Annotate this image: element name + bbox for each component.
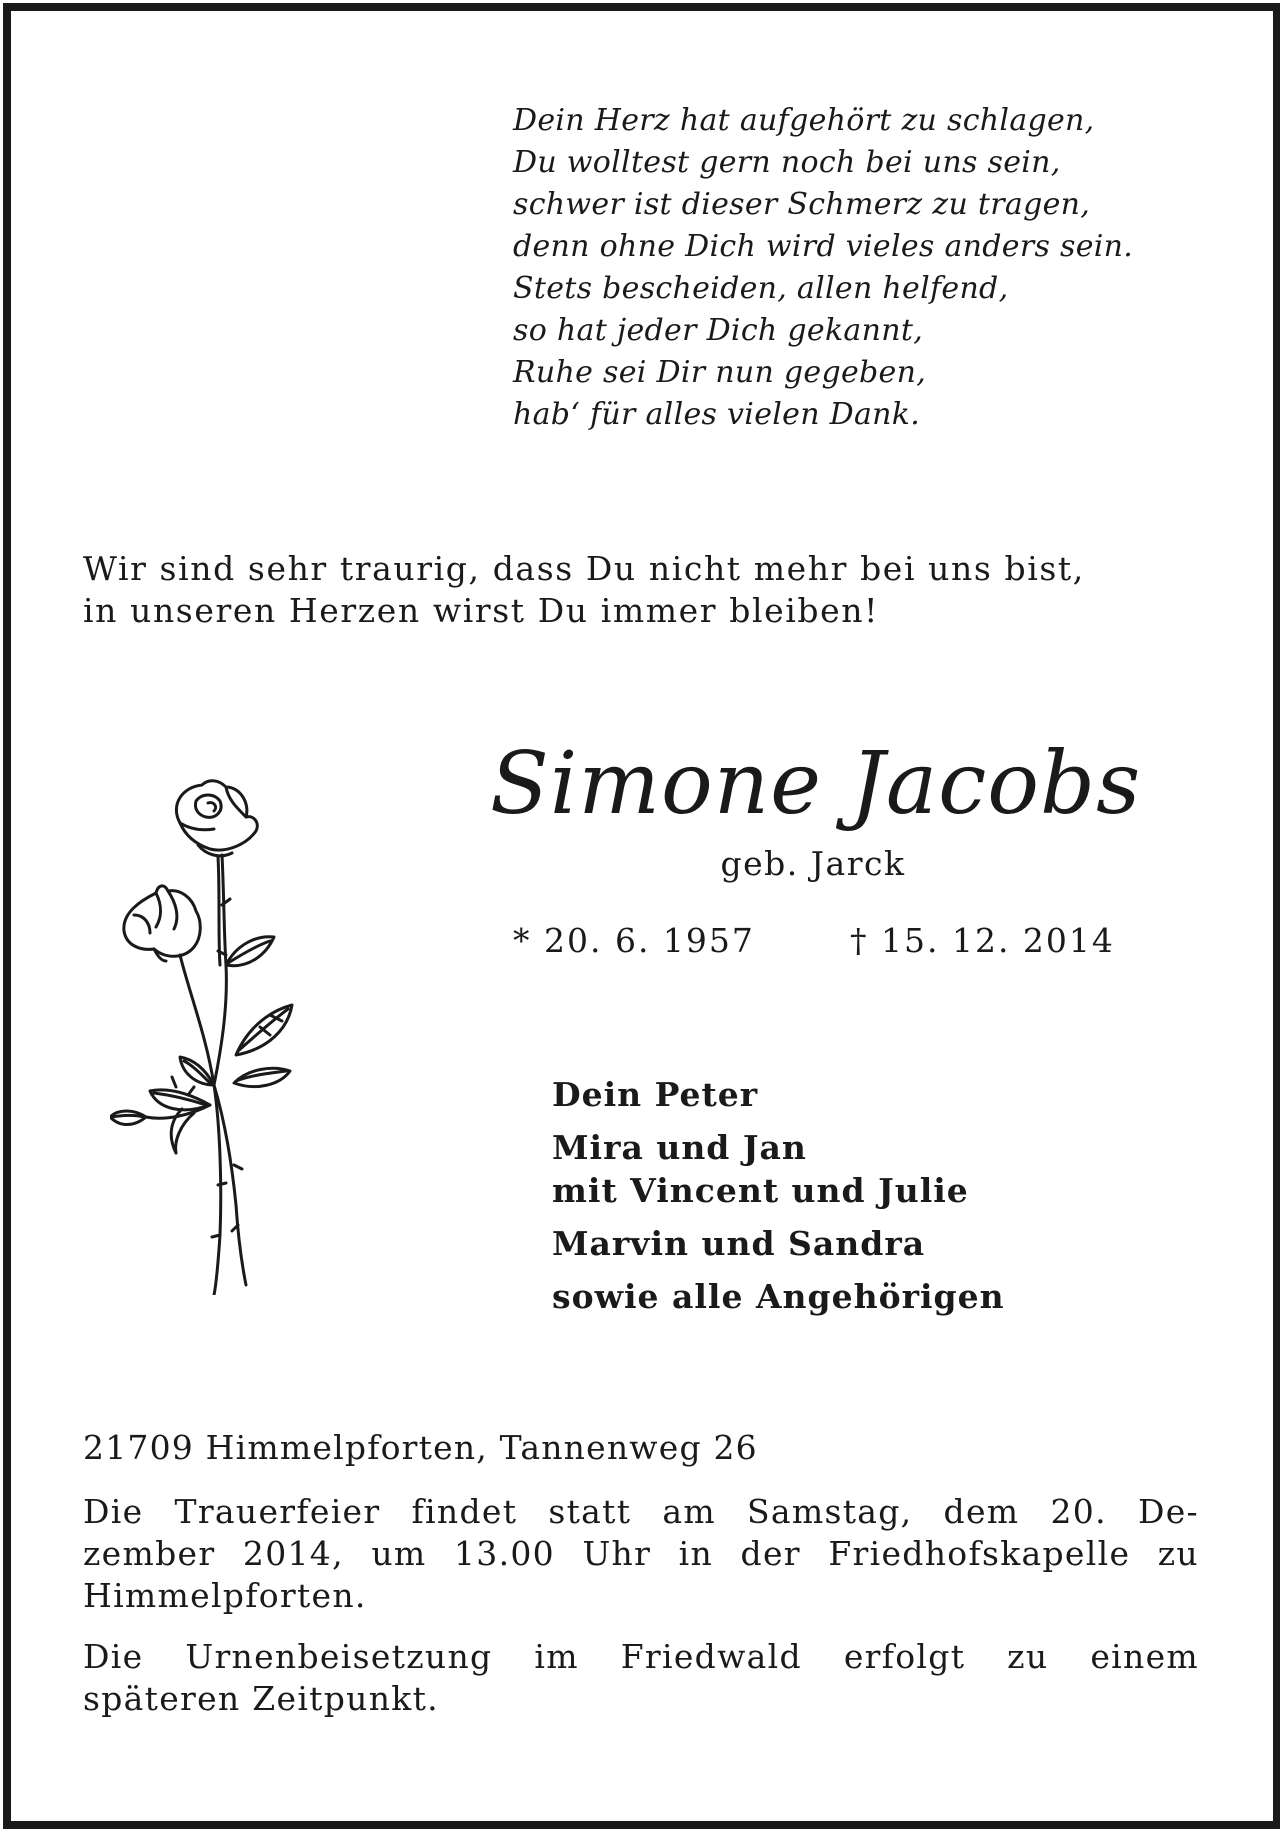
ceremony-line: zember 2014, um 13.00 Uhr in der Friedhofskapelle zu <box>83 1534 1199 1573</box>
poem-line: so hat jeder Dich gekannt, <box>513 313 924 348</box>
poem-line: Ruhe sei Dir nun gegeben, <box>513 355 927 390</box>
ceremony-text <box>83 1491 1199 1617</box>
poem-line: Du wolltest gern noch bei uns sein, <box>513 145 1061 180</box>
ceremony-line: Die Trauerfeier findet statt am Samstag, dem 20. De- <box>83 1492 1199 1531</box>
family-group <box>552 1073 1005 1116</box>
poem-line: hab‘ für alles vielen Dank. <box>513 397 921 432</box>
death-date: † 15. 12. 2014 <box>850 921 1115 960</box>
family-list <box>552 1073 1005 1328</box>
ceremony-line: Himmelpforten. <box>83 1576 367 1615</box>
family-group <box>552 1275 1005 1318</box>
family-member: mit Vincent und Julie <box>552 1171 969 1210</box>
poem <box>513 100 1133 436</box>
family-member: sowie alle Angehörigen <box>552 1277 1005 1316</box>
birth-date: * 20. 6. 1957 <box>513 921 755 960</box>
intro-line: Wir sind sehr traurig, dass Du nicht mehr bei uns bist, <box>83 549 1085 588</box>
family-group <box>552 1126 1005 1212</box>
poem-line: schwer ist dieser Schmerz zu tragen, <box>513 187 1091 222</box>
family-group <box>552 1222 1005 1265</box>
poem-line: Dein Herz hat aufgehört zu schlagen, <box>513 103 1095 138</box>
burial-line: Die Urnenbeisetzung im Friedwald erfolgt zu einem <box>83 1637 1199 1676</box>
burial-line: späteren Zeitpunkt. <box>83 1679 439 1718</box>
family-member: Marvin und Sandra <box>552 1224 926 1263</box>
burial-text <box>83 1636 1199 1720</box>
poem-line: denn ohne Dich wird vieles anders sein. <box>513 229 1134 264</box>
intro-text <box>83 548 1201 632</box>
intro-line: in unseren Herzen wirst Du immer bleiben! <box>83 591 879 630</box>
rose-icon <box>110 765 350 1295</box>
deceased-name: Simone Jacobs <box>490 734 1142 834</box>
poem-line: Stets bescheiden, allen helfend, <box>513 271 1009 306</box>
family-member: Dein Peter <box>552 1075 759 1114</box>
family-member: Mira und Jan <box>552 1128 807 1167</box>
maiden-name: geb. Jarck <box>720 844 906 883</box>
address: 21709 Himmelpforten, Tannenweg 26 <box>83 1428 758 1467</box>
